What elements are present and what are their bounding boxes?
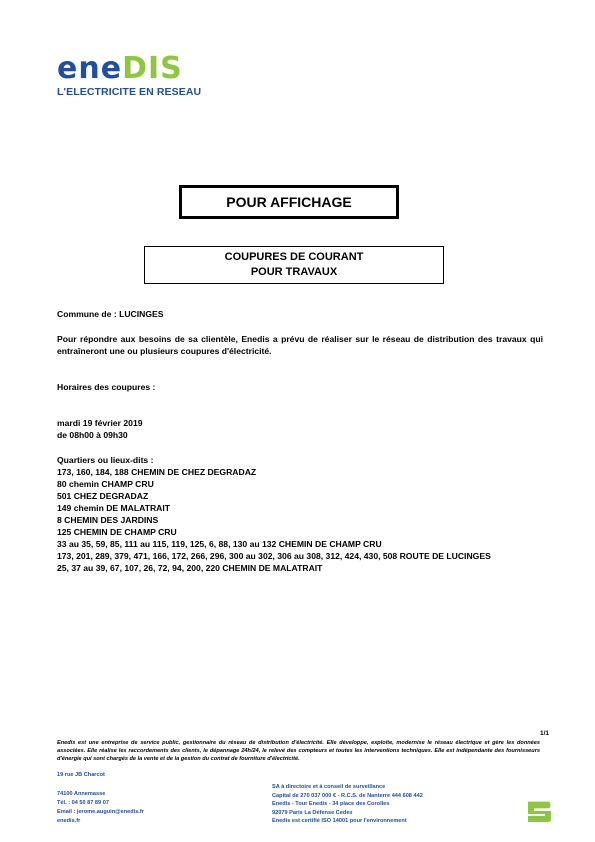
legal-line: SA à directoire et à conseil de surveillance (272, 784, 386, 790)
list-item: 80 chemin CHAMP CRU (57, 479, 154, 489)
pour-affichage-title: POUR AFFICHAGE (226, 194, 352, 210)
cut-date: mardi 19 février 2019 (57, 418, 143, 428)
enedis-e-logo-icon (524, 795, 554, 825)
coupures-title-line1: COUPURES DE COURANT (224, 251, 364, 263)
intro-paragraph: Pour répondre aux besoins de sa clientèle, Enedis a prévu de réaliser sur le réseau de distribution des travaux qui entraîneront une ou plusieurs coupures d'électricité. (57, 334, 543, 356)
contact-block (57, 790, 144, 826)
logo-tagline: L'ELECTRICITE EN RESEAU (57, 86, 202, 98)
list-item: 125 CHEMIN DE CHAMP CRU (57, 527, 177, 537)
logo-wordmark: eneDIS (57, 51, 183, 86)
list-item: 173, 201, 289, 379, 471, 166, 172, 266, 296, 300 au 302, 306 au 308, 312, 424, 430, 508 ROUTE DE LUCINGES (57, 551, 491, 561)
legal-line: 92079 Paris La Défense Cedex (272, 809, 353, 816)
pour-affichage-box (179, 185, 399, 219)
footer-disclaimer: Enedis est une entreprise de service public, gestionnaire du réseau de distribution d'électricité. Elle développe, exploite, modernise le réseau électrique et gère les données associées. Elle réalise les raccordements des clients, le dépannage 24h/24, le relevé des compteurs et toutes les interventions techniques. Elle est indépendante des fournisseurs d'énergie qui sont chargés de la vente et de la gestion du contrat de fourniture d'électricité. (57, 740, 540, 762)
contact-city: 74100 Annemasse (57, 791, 106, 797)
contact-phone: Tél. : 04 50 87 89 07 (57, 800, 109, 806)
quartiers-label: Quartiers ou lieux-dits : (57, 455, 154, 465)
commune-line: Commune de : LUCINGES (57, 309, 164, 319)
legal-line: Enedis - Tour Enedis - 34 place des Corolles (272, 801, 390, 807)
contact-email[interactable]: Email : jerome.auguin@enedis.fr (57, 809, 144, 815)
legal-line: Enedis est certifié ISO 14001 pour l'environnement (272, 818, 407, 824)
locations-list (57, 466, 543, 574)
legal-line: Capital de 270 037 000 € - R.C.S. de Nanterre 444 608 442 (272, 792, 423, 799)
page-number: 1/1 (540, 730, 550, 737)
coupures-title-line2: POUR TRAVAUX (250, 266, 338, 278)
coupures-title-box (144, 246, 444, 284)
list-item: 173, 160, 184, 188 CHEMIN DE CHEZ DEGRADAZ (57, 467, 257, 477)
list-item: 25, 37 au 39, 67, 107, 26, 72, 94, 200, 220 CHEMIN DE MALATRAIT (57, 563, 323, 573)
contact-website[interactable]: enedis.fr (57, 818, 81, 824)
enedis-logo (57, 53, 201, 98)
list-item: 149 chemin DE MALATRAIT (57, 503, 171, 513)
cut-time: de 08h00 à 09h30 (57, 430, 128, 440)
street-address: 19 rue JB Charcot (57, 772, 105, 778)
list-item: 33 au 35, 59, 85, 111 au 115, 119, 125, 6, 88, 130 au 132 CHEMIN DE CHAMP CRU (57, 539, 382, 549)
list-item: 8 CHEMIN DES JARDINS (57, 515, 159, 525)
list-item: 501 CHEZ DEGRADAZ (57, 491, 149, 501)
horaires-label: Horaires des coupures : (57, 382, 156, 392)
legal-block (272, 783, 423, 826)
